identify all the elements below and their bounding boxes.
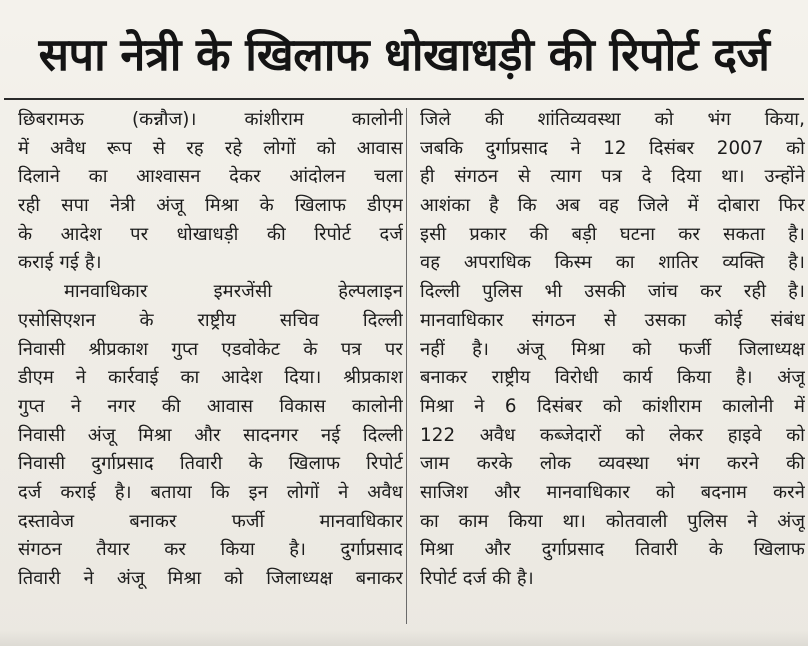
body-line: दिल्ली पुलिस भी उसकी जांच कर रही है।	[420, 281, 805, 303]
body-line: दस्तावेज बनाकर फर्जी मानवाधिकार	[18, 510, 403, 532]
body-line: के आदेश पर धोखाधड़ी की रिपोर्ट दर्ज	[18, 223, 403, 245]
body-line: का काम किया था। कोतवाली पुलिस ने अंजू	[420, 510, 805, 532]
body-line: बनाकर राष्ट्रीय विरोधी कार्य किया है। अंजू	[420, 367, 805, 389]
body-line: नहीं है। अंजू मिश्रा को फर्जी जिलाध्यक्ष	[420, 338, 805, 360]
body-line: ही संगठन से त्याग पत्र दे दिया था। उन्होंने	[420, 166, 805, 188]
body-line: आशंका है कि अब वह जिले में दोबारा फिर	[420, 195, 805, 217]
body-line: में अवैध रूप से रह रहे लोगों को आवास	[18, 137, 403, 159]
body-line: जाम करके लोक व्यवस्था भंग करने की	[420, 453, 805, 475]
body-line: तिवारी ने अंजू मिश्रा को जिलाध्यक्ष बनाकर	[18, 568, 403, 589]
body-line: छिबरामऊ (कन्नौज)। कांशीराम कालोनी	[18, 109, 403, 130]
body-line: मिश्रा और दुर्गाप्रसाद तिवारी के खिलाफ	[420, 539, 805, 561]
body-line: जबकि दुर्गाप्रसाद ने 12 दिसंबर 2007 को	[420, 137, 805, 159]
body-line: मानवाधिकार संगठन से उसका कोई संबंध	[420, 309, 805, 331]
column-divider	[406, 108, 407, 624]
article-column-left	[18, 106, 403, 626]
body-line: निवासी अंजू मिश्रा और सादनगर नई दिल्ली	[18, 424, 403, 446]
body-line: 122 अवैध कब्जेदारों को लेकर हाइवे को	[420, 424, 805, 446]
body-line: इसी प्रकार की बड़ी घटना कर सकता है।	[420, 223, 805, 245]
body-line: दिलाने का आश्वासन देकर आंदोलन चला	[18, 166, 403, 188]
body-line: कराई गई है।	[18, 252, 102, 274]
body-line: निवासी दुर्गाप्रसाद तिवारी के खिलाफ रिपोर्ट	[18, 453, 403, 475]
headline-rule	[4, 98, 804, 100]
headline: सपा नेत्री के खिलाफ धोखाधड़ी की रिपोर्ट दर्ज	[38, 28, 770, 81]
body-line: मानवाधिकार इमरजेंसी हेल्पलाइन	[64, 281, 403, 303]
body-line: डीएम ने कार्रवाई का आदेश दिया। श्रीप्रकाश	[18, 367, 403, 389]
body-line: मिश्रा ने 6 दिसंबर को कांशीराम कालोनी में	[420, 395, 805, 417]
body-line: जिले की शांतिव्यवस्था को भंग किया,	[420, 109, 805, 130]
article-column-right	[420, 106, 805, 626]
body-line: रही सपा नेत्री अंजू मिश्रा के खिलाफ डीएम	[18, 195, 403, 217]
body-line: वह अपराधिक किस्म का शातिर व्यक्ति है।	[420, 252, 805, 274]
body-line: रिपोर्ट दर्ज की है।	[420, 568, 534, 589]
scan-edge-shadow	[0, 630, 808, 646]
body-line: साजिश और मानवाधिकार को बदनाम करने	[420, 481, 805, 503]
body-line: निवासी श्रीप्रकाश गुप्त एडवोकेट के पत्र पर	[18, 338, 403, 360]
body-line: संगठन तैयार कर किया है। दुर्गाप्रसाद	[18, 539, 403, 561]
body-line: गुप्त ने नगर की आवास विकास कालोनी	[18, 395, 403, 417]
body-line: एसोसिएशन के राष्ट्रीय सचिव दिल्ली	[18, 309, 403, 331]
body-line: दर्ज कराई है। बताया कि इन लोगों ने अवैध	[18, 481, 403, 503]
